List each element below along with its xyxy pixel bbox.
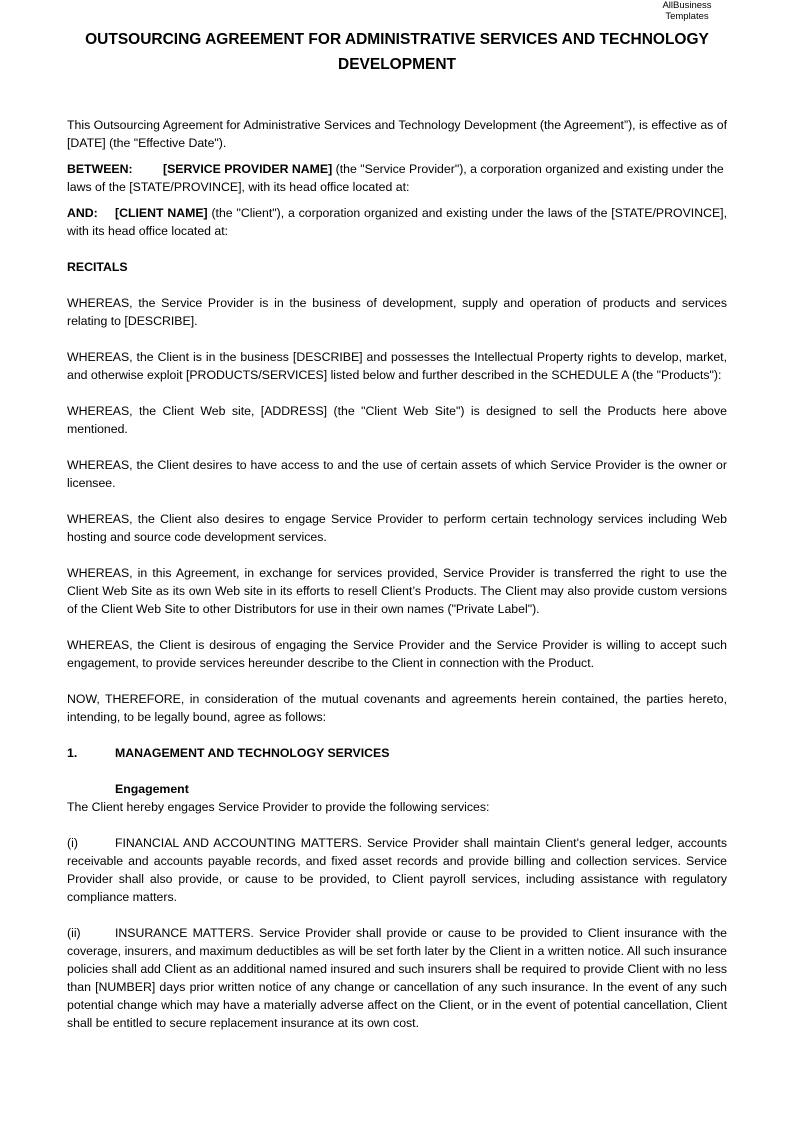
section-number: 1. <box>67 746 78 760</box>
between-paragraph <box>67 160 727 196</box>
document-title: OUTSOURCING AGREEMENT FOR ADMINISTRATIVE SERVICES AND TECHNOLOGY DEVELOPMENT <box>85 31 709 73</box>
item-number: (i) <box>67 836 78 850</box>
recital-paragraph: WHEREAS, the Client also desires to engage Service Provider to perform certain technology services including Web hosting and source code development services. <box>67 512 727 544</box>
recitals-heading: RECITALS <box>67 260 128 274</box>
recital-paragraph: WHEREAS, in this Agreement, in exchange for services provided, Service Provider is transferred the right to use the Client Web Site as its own Web site in its efforts to resell Client’s Products. The Client may also provide custom versions of the Client Web Site to other Distributors for use in their own names ("Private Label"). <box>67 566 727 616</box>
intro-paragraph: This Outsourcing Agreement for Administrative Services and Technology Development (the Agreement”), is effective as of [DATE] (the "Effective Date"). <box>67 118 727 150</box>
recital-paragraph: WHEREAS, the Client is in the business [DESCRIBE] and possesses the Intellectual Property rights to develop, market, and otherwise exploit [PRODUCTS/SERVICES] listed below and further described in the SCHEDULE A (the "Products"): <box>67 350 727 382</box>
recital-paragraph: WHEREAS, the Client Web site, [ADDRESS] (the "Client Web Site") is designed to sell the Products here above mentioned. <box>67 404 727 436</box>
and-label: AND: <box>67 206 98 220</box>
and-text: (the "Client"), a corporation organized and existing under the laws of the [STATE/PROVINCE], with its head office located at: <box>67 206 727 238</box>
item-number: (ii) <box>67 926 81 940</box>
brand-line-1: AllBusiness <box>662 0 712 11</box>
now-therefore-paragraph: NOW, THEREFORE, in consideration of the mutual covenants and agreements herein contained, the parties hereto, intending, to be legally bound, agree as follows: <box>67 692 727 724</box>
client-name: [CLIENT NAME] <box>115 206 208 220</box>
brand-logo <box>648 0 726 22</box>
document-body <box>67 116 727 1032</box>
brand-line-2: Templates <box>665 11 709 22</box>
section-title: MANAGEMENT AND TECHNOLOGY SERVICES <box>115 746 390 760</box>
item-text: FINANCIAL AND ACCOUNTING MATTERS. Service Provider shall maintain Client's general ledger, accounts receivable and accounts payable records, and fixed asset records and provide billing and collection services. Service Provider shall also provide, or cause to be provided, to Client payroll services, including assistance with regulatory compliance matters. <box>67 836 727 904</box>
engagement-heading: Engagement <box>115 782 189 796</box>
item-text: INSURANCE MATTERS. Service Provider shall provide or cause to be provided to Client insurance with the coverage, insurers, and maximum deductibles as will be set forth later by the Client in a written notice. All such insurance policies shall add Client as an additional named insured and such insurers shall be required to provide Client with no less than [NUMBER] days prior written notice of any change or cancellation of any such insurance. In the event of any such potential change which may have a materially adverse affect on the Client, or in the event of potential cancellation, Client shall be entitled to secure replacement insurance at its own cost. <box>67 926 727 1030</box>
recital-paragraph: WHEREAS, the Client is desirous of engaging the Service Provider and the Service Provider is willing to accept such engagement, to provide services hereunder describe to the Client in connection with the Product. <box>67 638 727 670</box>
and-paragraph <box>67 204 727 240</box>
section-1-heading <box>67 744 727 762</box>
between-label: BETWEEN: <box>67 162 133 176</box>
engagement-text: The Client hereby engages Service Provider to provide the following services: <box>67 800 490 814</box>
list-item <box>67 924 727 1032</box>
between-text: (the "Service Provider"), a corporation organized and existing under the laws of the [STATE/PROVINCE], with its head office located at: <box>67 162 724 194</box>
list-item <box>67 834 727 906</box>
recital-paragraph: WHEREAS, the Service Provider is in the business of development, supply and operation of products and services relating to [DESCRIBE]. <box>67 296 727 328</box>
service-provider-name: [SERVICE PROVIDER NAME] <box>163 162 333 176</box>
recital-paragraph: WHEREAS, the Client desires to have access to and the use of certain assets of which Service Provider is the owner or licensee. <box>67 458 727 490</box>
